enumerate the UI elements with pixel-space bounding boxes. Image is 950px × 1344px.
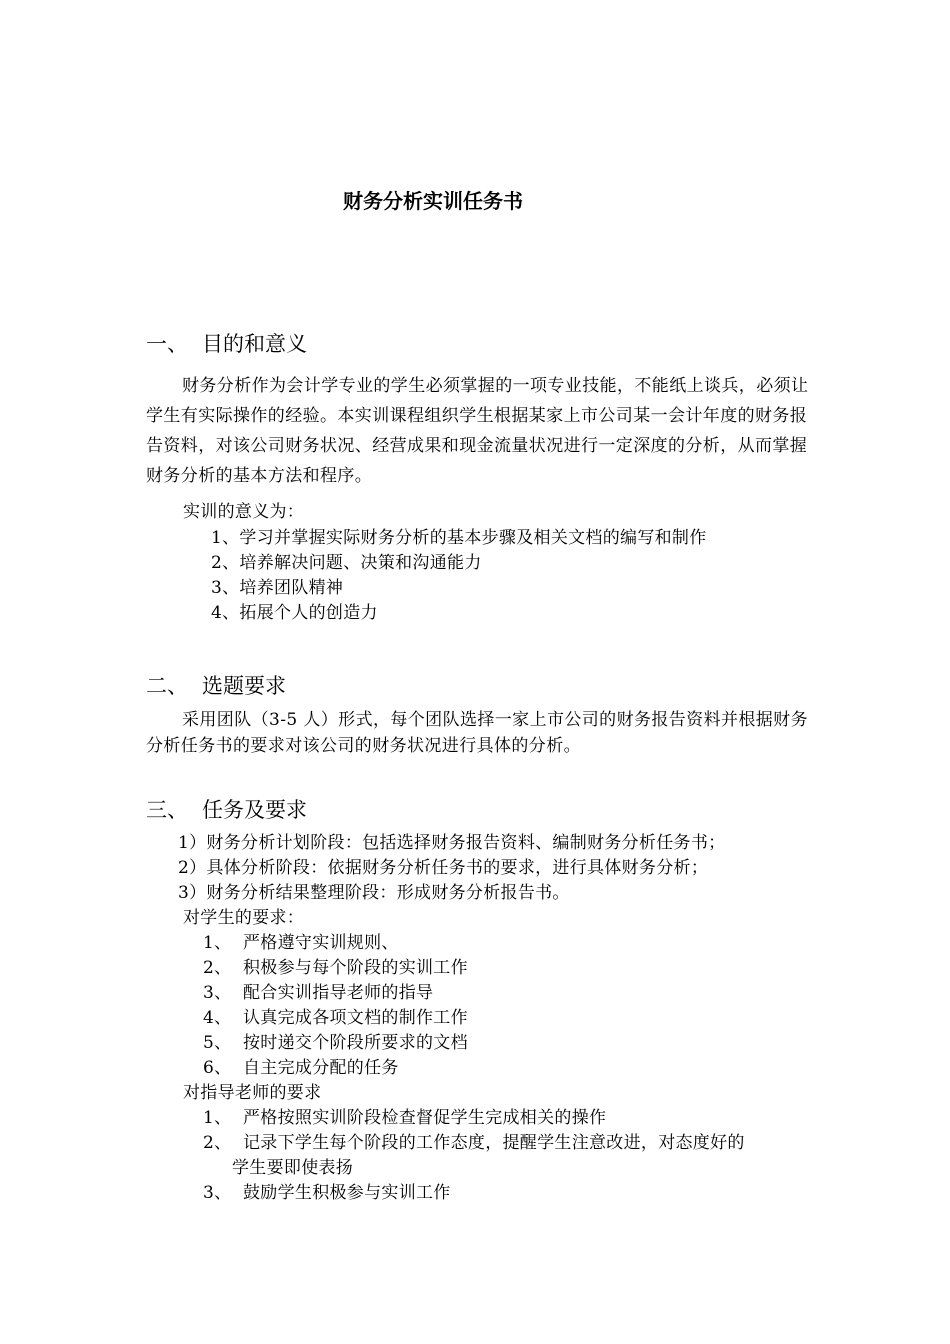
section-1-paragraph: 财务分析作为会计学专业的学生必须掌握的一项专业技能，不能纸上谈兵，必须让学生有实际操作的经验。本实训课程组织学生根据某家上市公司某一会计年度的财务报告资料，对该公司财务状况、经营成果和现金流量状况进行一定深度的分析，从而掌握财务分析的基本方法和程序。 [146, 376, 809, 486]
section-2-heading [146, 670, 286, 700]
section-1-item: 3、培养团队精神 [211, 578, 344, 598]
section-3-title: 任务及要求 [202, 798, 307, 822]
students-intro: 对学生的要求： [183, 908, 305, 928]
stage-item: 1）财务分析计划阶段：包括选择财务报告资料、编制财务分析任务书； [178, 833, 726, 853]
section-3-number: 三、 [146, 798, 188, 822]
section-1-item: 1、学习并掌握实际财务分析的基本步骤及相关文档的编写和制作 [211, 528, 707, 548]
teacher-item-continuation: 学生要即使表扬 [232, 1158, 354, 1178]
stage-item: 2）具体分析阶段：依据财务分析任务书的要求，进行具体财务分析； [178, 858, 709, 878]
section-2-paragraph: 采用团队（3-5 人）形式，每个团队选择一家上市公司的财务报告资料并根据财务分析任务书的要求对该公司的财务状况进行具体的分析。 [146, 710, 808, 756]
student-item: 4、 认真完成各项文档的制作工作 [203, 1008, 468, 1028]
teacher-intro: 对指导老师的要求 [183, 1083, 322, 1103]
student-item: 1、 严格遵守实训规则、 [203, 933, 399, 953]
section-2-title: 选题要求 [202, 674, 286, 698]
section-1-number: 一、 [146, 332, 188, 356]
section-1-title: 目的和意义 [202, 332, 307, 356]
section-1-intro: 实训的意义为： [183, 502, 305, 522]
teacher-item: 2、 记录下学生每个阶段的工作态度，提醒学生注意改进，对态度好的 [203, 1133, 745, 1153]
section-2-number: 二、 [146, 674, 188, 698]
section-1-item: 4、拓展个人的创造力 [211, 603, 378, 623]
student-item: 2、 积极参与每个阶段的实训工作 [203, 958, 468, 978]
section-1-heading [146, 328, 307, 358]
section-1-item: 2、培养解决问题、决策和沟通能力 [211, 553, 482, 573]
student-item: 3、 配合实训指导老师的指导 [203, 983, 434, 1003]
teacher-item: 3、 鼓励学生积极参与实训工作 [203, 1183, 451, 1203]
student-item: 6、 自主完成分配的任务 [203, 1058, 399, 1078]
section-3-heading [146, 794, 307, 824]
stage-item: 3）财务分析结果整理阶段：形成财务分析报告书。 [178, 883, 570, 903]
student-item: 5、 按时递交个阶段所要求的文档 [203, 1033, 468, 1053]
teacher-item: 1、 严格按照实训阶段检查督促学生完成相关的操作 [203, 1108, 607, 1128]
document-title: 财务分析实训任务书 [343, 189, 523, 213]
